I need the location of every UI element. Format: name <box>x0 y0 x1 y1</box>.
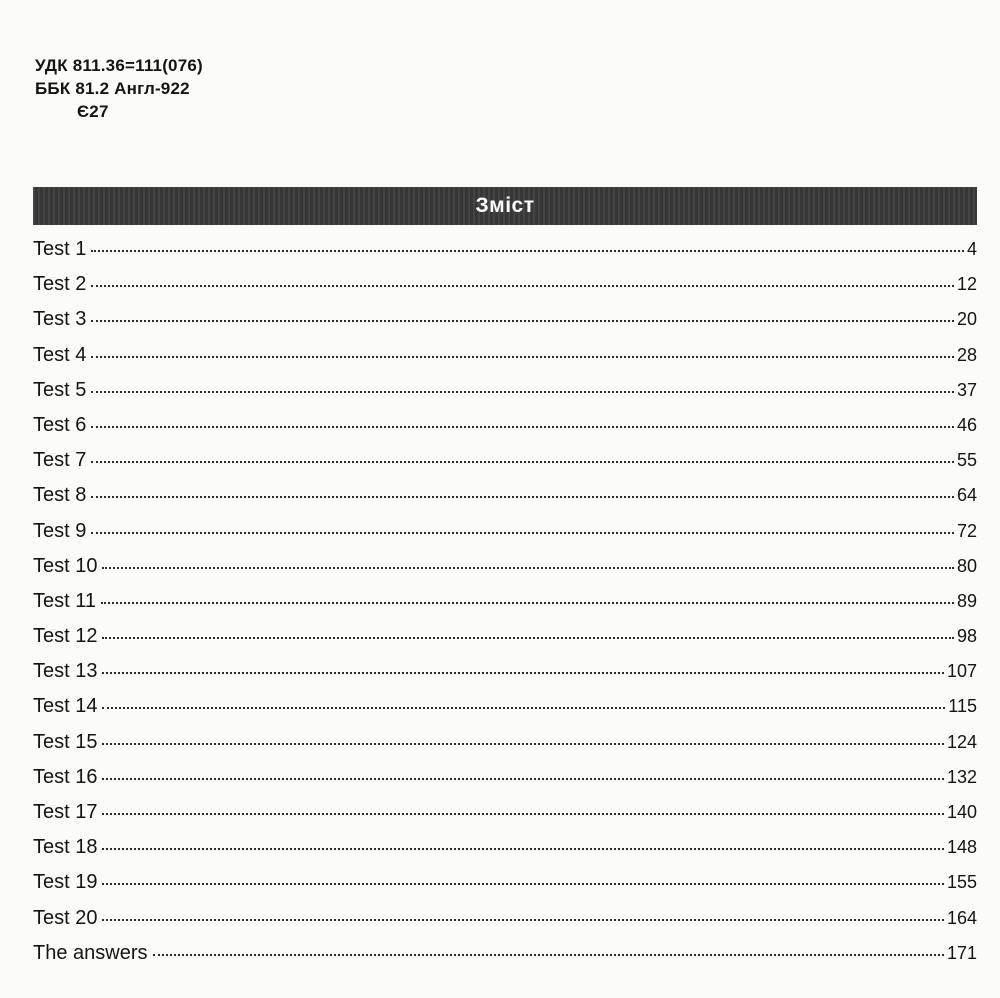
bbk-code: ББК 81.2 Англ-922 <box>35 79 190 98</box>
author-sign-code: Є27 <box>77 102 109 121</box>
toc-entry-label: Test 8 <box>33 484 87 507</box>
contents-title: Зміст <box>475 194 535 217</box>
dot-leader <box>102 743 943 745</box>
dot-leader <box>102 778 943 780</box>
dot-leader <box>102 883 943 885</box>
dot-leader <box>91 285 954 287</box>
toc-entry-page-number: 115 <box>948 696 977 717</box>
toc-entry-page-number: 80 <box>956 555 977 576</box>
toc-entry-page-number: 171 <box>946 942 977 963</box>
contents-header-bar <box>33 187 977 225</box>
dot-leader <box>91 250 964 252</box>
bibliographic-codes <box>35 54 203 123</box>
toc-entry-page-number: 98 <box>956 626 977 647</box>
dot-leader <box>101 602 954 604</box>
toc-entry-page-number: 164 <box>946 907 977 928</box>
dot-leader <box>91 532 954 534</box>
dot-leader <box>102 567 953 569</box>
dot-leader <box>91 461 954 463</box>
dot-leader <box>102 637 953 639</box>
toc-entry-label: Test 9 <box>33 519 87 542</box>
toc-entry-label: Test 7 <box>33 449 87 472</box>
toc-entry-page-number: 4 <box>966 239 977 259</box>
toc-entry <box>33 555 977 590</box>
dot-leader <box>91 496 954 498</box>
toc-entry <box>33 907 977 942</box>
toc-entry <box>33 449 977 484</box>
toc-entry-page-number: 55 <box>956 450 977 471</box>
toc-entry <box>33 520 977 555</box>
toc-entry <box>33 308 977 343</box>
toc-entry <box>33 484 977 519</box>
toc-entry-label: Test 10 <box>33 554 98 577</box>
dot-leader <box>91 320 954 322</box>
toc-entry-page-number: 46 <box>956 414 977 435</box>
dot-leader <box>102 848 943 850</box>
toc-entry-label: Test 19 <box>33 871 98 894</box>
toc-entry-page-number: 89 <box>956 590 977 611</box>
toc-entry <box>33 660 977 695</box>
toc-entry-page-number: 28 <box>956 344 977 365</box>
toc-entry <box>33 625 977 660</box>
toc-entry-page-number: 72 <box>956 520 977 541</box>
toc-entry <box>33 379 977 414</box>
dot-leader <box>91 391 954 393</box>
toc-entry-page-number: 124 <box>946 731 977 752</box>
toc-entry-label: Test 20 <box>33 906 98 929</box>
toc-entry-label: Test 17 <box>33 801 98 823</box>
toc-entry-label: Test 15 <box>33 730 98 753</box>
toc-entry <box>33 344 977 379</box>
toc-entry-page-number: 148 <box>946 837 977 858</box>
toc-entry <box>33 590 977 625</box>
dot-leader <box>102 919 943 921</box>
toc-entry <box>33 414 977 449</box>
toc-entry <box>33 731 977 766</box>
toc-entry-label: Test 11 <box>33 589 96 612</box>
toc-entry-page-number: 20 <box>956 309 977 330</box>
dot-leader <box>91 426 954 428</box>
toc-entry <box>33 238 977 273</box>
toc-entry <box>33 766 977 801</box>
toc-entry-page-number: 107 <box>946 661 977 682</box>
toc-entry <box>33 801 977 836</box>
dot-leader <box>91 356 954 358</box>
toc-entry <box>33 695 977 730</box>
toc-entry <box>33 942 977 977</box>
toc-entry-label: Test 18 <box>33 836 98 859</box>
toc-entry <box>33 836 977 871</box>
toc-entry-page-number: 12 <box>956 274 977 295</box>
table-of-contents <box>33 238 977 977</box>
toc-entry-label: Test 14 <box>33 695 98 718</box>
toc-entry-label: Test 16 <box>33 765 98 788</box>
dot-leader <box>102 813 943 815</box>
dot-leader <box>102 672 943 674</box>
toc-entry-label: Test 5 <box>33 378 87 401</box>
toc-entry-label: The answers <box>33 941 148 964</box>
toc-entry-page-number: 155 <box>946 872 977 893</box>
toc-entry-label: Test 2 <box>33 273 87 296</box>
udk-code: УДК 811.36=111(076) <box>35 56 203 75</box>
toc-entry-label: Test 3 <box>33 308 87 331</box>
toc-entry-label: Test 4 <box>33 343 87 366</box>
toc-entry-page-number: 140 <box>946 802 977 822</box>
toc-entry-label: Test 6 <box>33 413 87 436</box>
toc-entry <box>33 871 977 906</box>
toc-entry <box>33 273 977 308</box>
toc-entry-page-number: 37 <box>956 379 977 400</box>
toc-entry-page-number: 64 <box>956 485 977 506</box>
toc-entry-label: Test 12 <box>33 625 98 648</box>
toc-entry-label: Test 1 <box>33 238 87 260</box>
dot-leader <box>153 954 944 956</box>
toc-entry-label: Test 13 <box>33 660 98 683</box>
dot-leader <box>102 707 945 709</box>
toc-entry-page-number: 132 <box>946 766 977 787</box>
